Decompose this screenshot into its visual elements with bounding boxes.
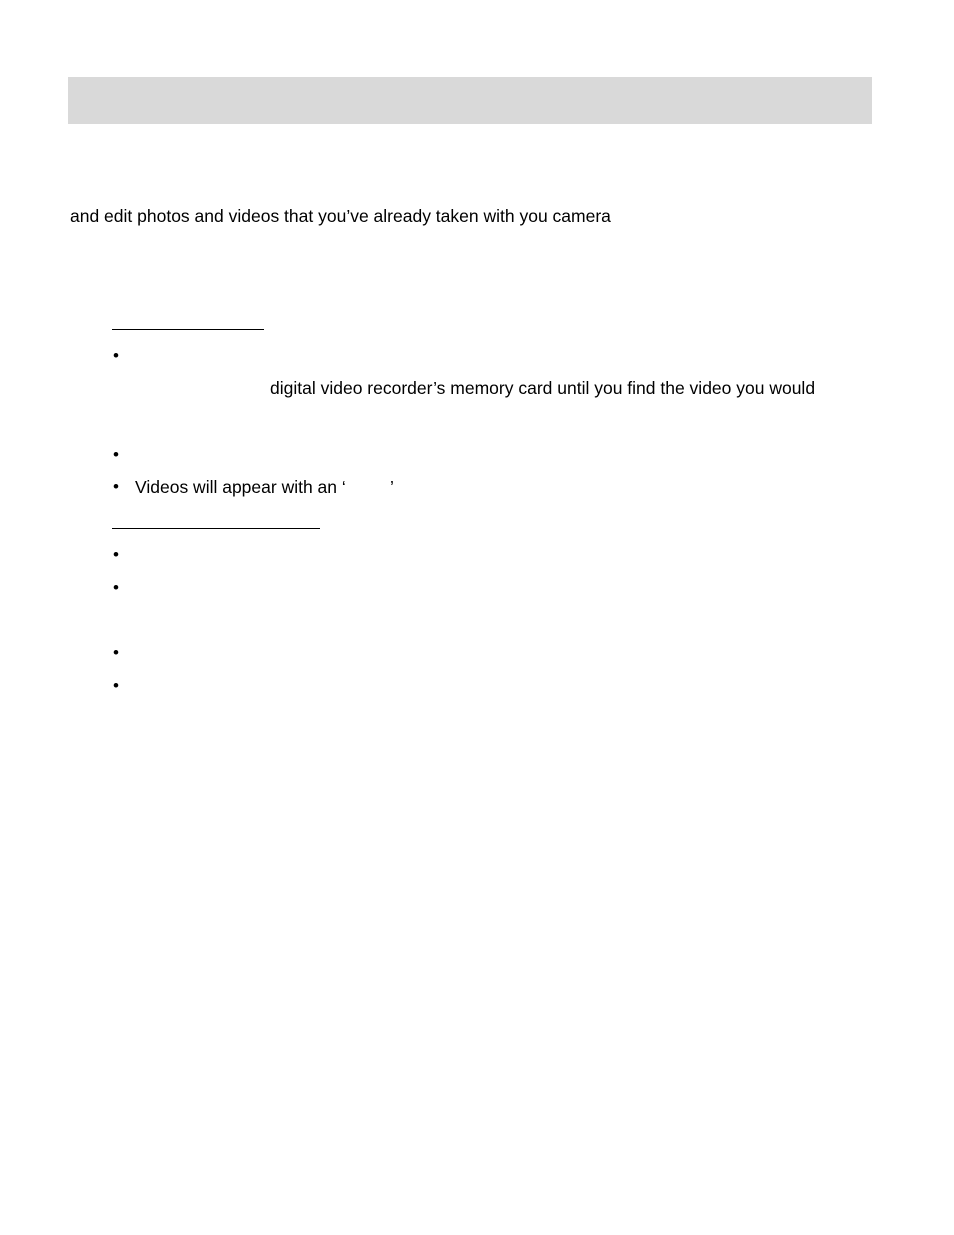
- section1-heading-underline: [112, 329, 264, 330]
- bullet-marker: •: [113, 643, 119, 662]
- section2-heading-underline: [112, 528, 320, 529]
- bullet-marker: •: [113, 676, 119, 695]
- bullet-marker: •: [113, 578, 119, 597]
- section-header-bar: [68, 77, 872, 124]
- intro-text: and edit photos and videos that you’ve already taken with you camera: [70, 206, 611, 226]
- section1-item3-text: Videos will appear with an ‘: [135, 477, 346, 497]
- bullet-marker: •: [113, 545, 119, 564]
- bullet-marker: •: [113, 477, 119, 496]
- section1-item3-close-quote: ’: [390, 477, 394, 497]
- bullet-marker: •: [113, 346, 119, 365]
- section1-item1-continuation: digital video recorder’s memory card until you find the video you would: [270, 378, 816, 398]
- bullet-marker: •: [113, 445, 119, 464]
